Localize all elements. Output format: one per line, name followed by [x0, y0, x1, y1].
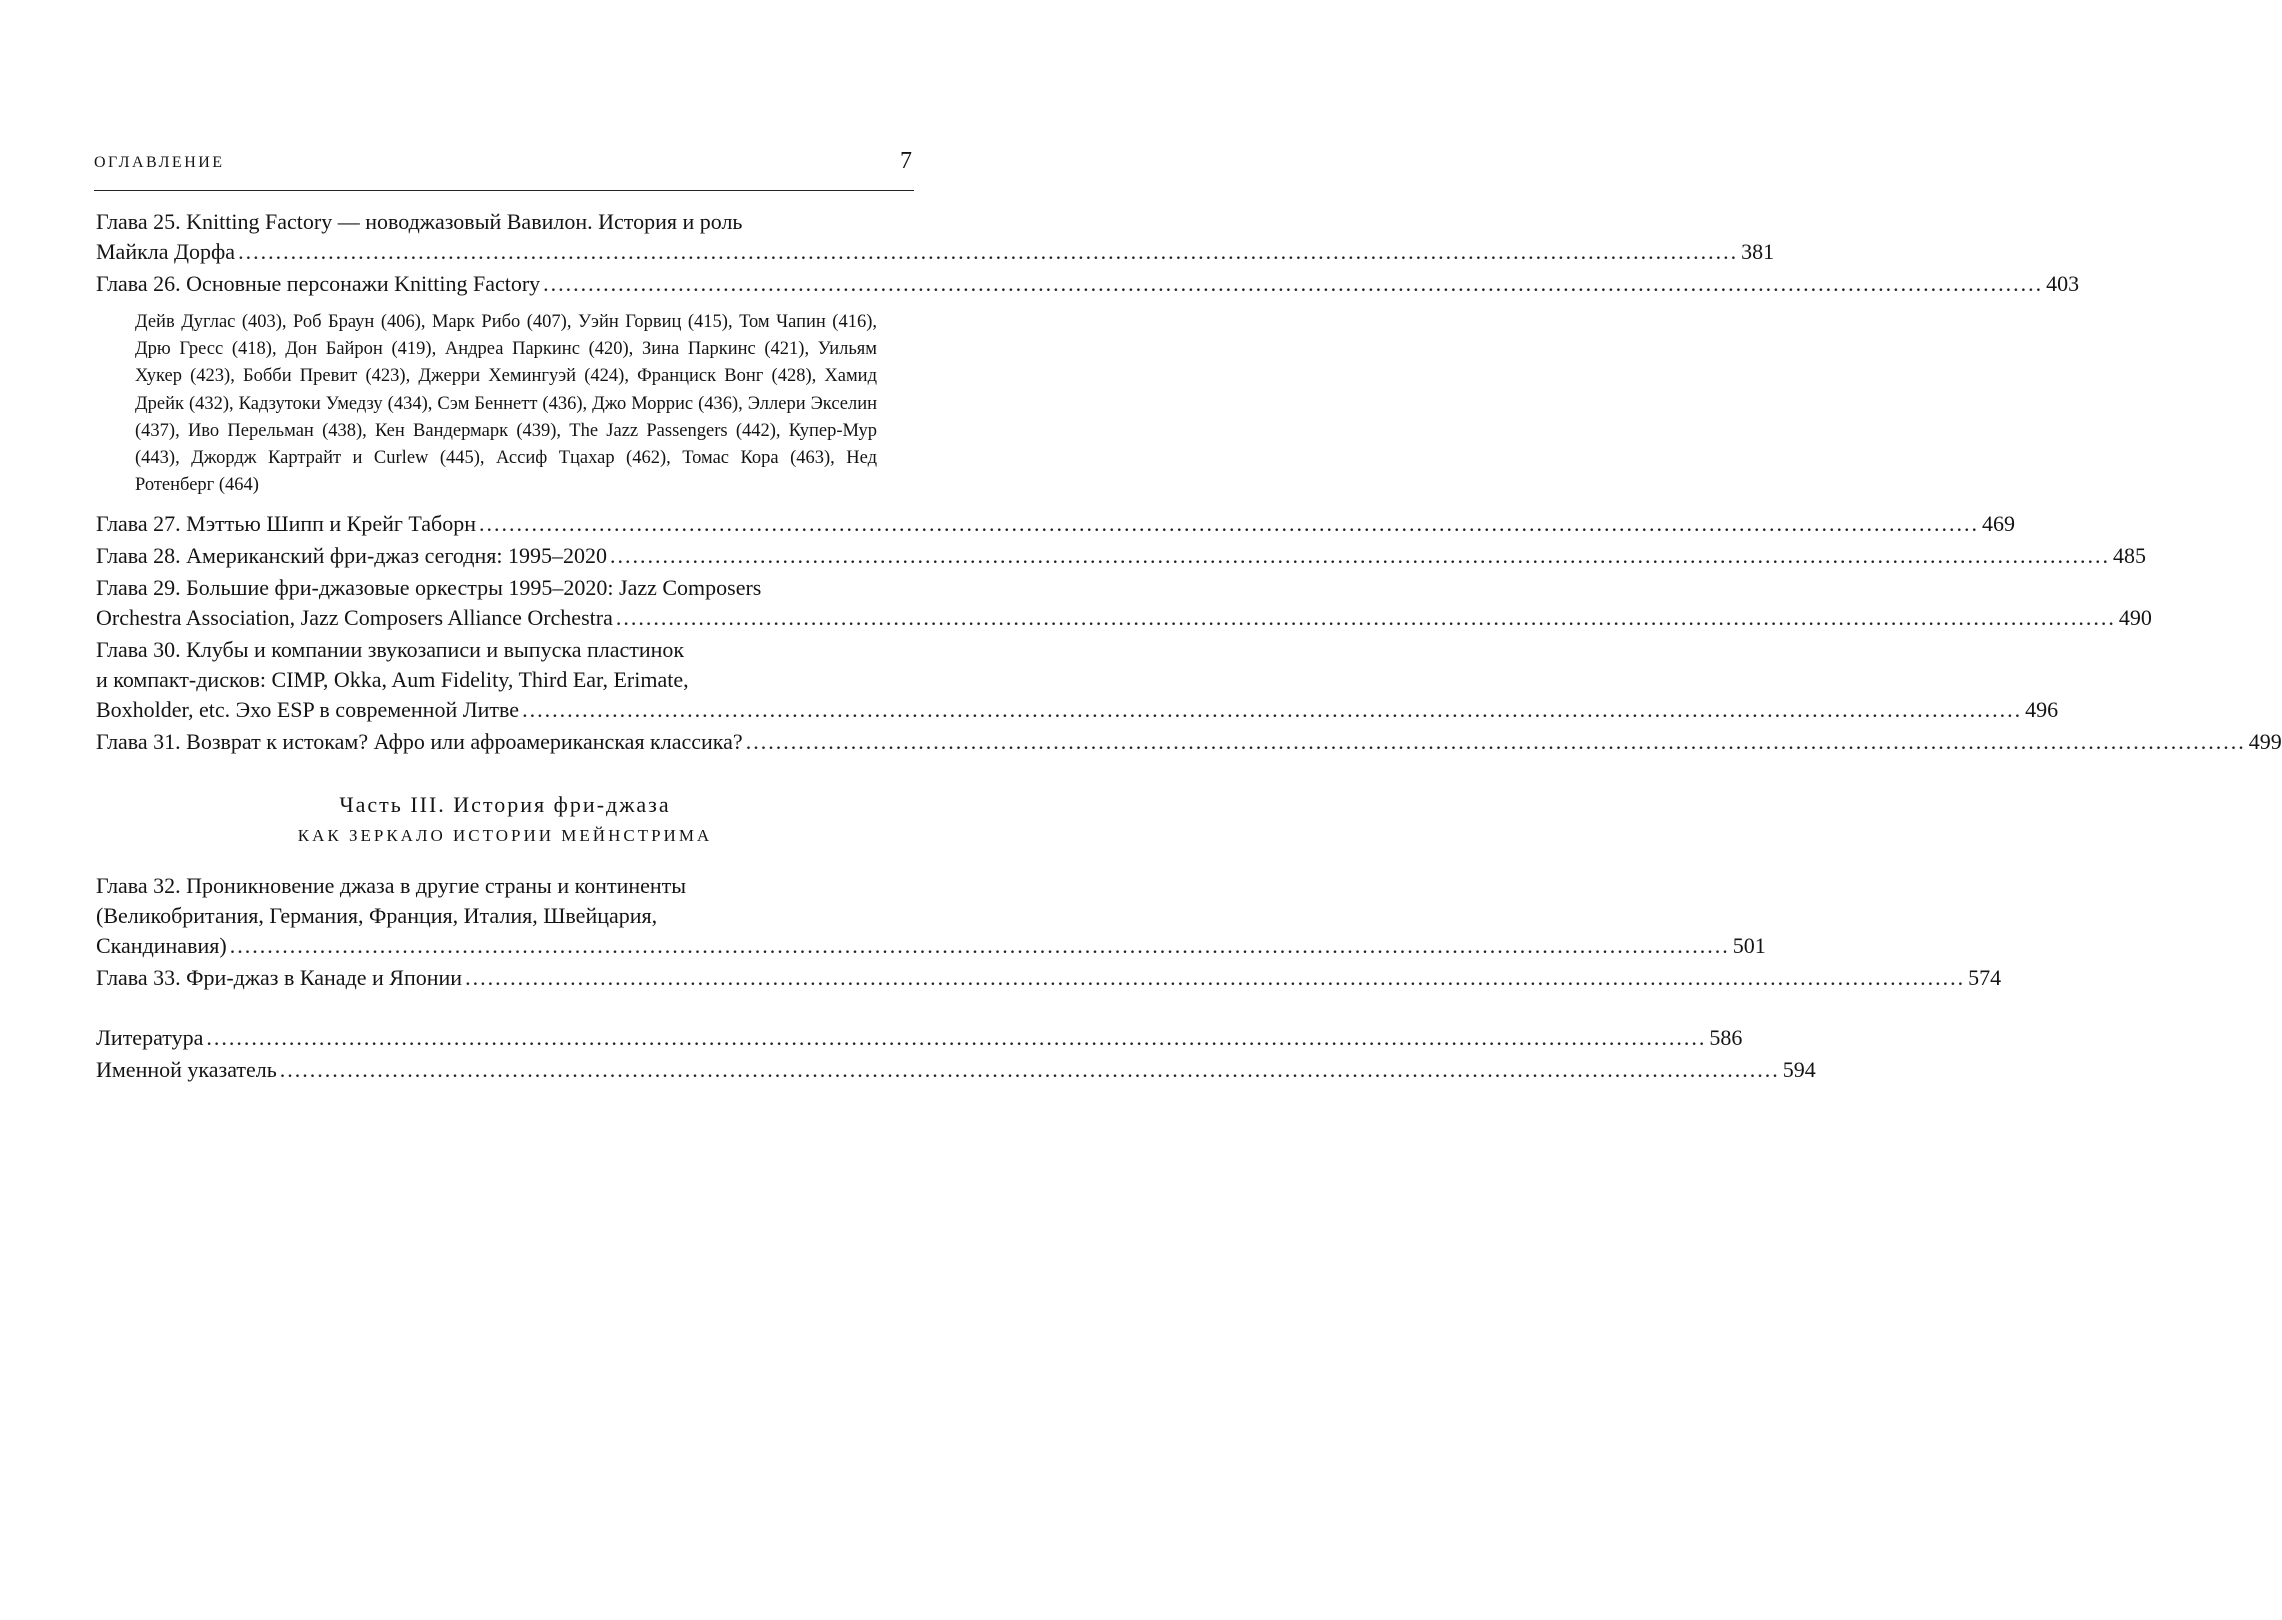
entry-title-line: Литература: [96, 1025, 204, 1051]
entry-title-line: Глава 30. Клубы и компании звукозаписи и выпуска пластинок: [96, 637, 685, 663]
dot-leader: ........................................................................................................................................................................................................: [543, 271, 2044, 296]
toc-entry-chapter-26[interactable]: [96, 269, 2080, 299]
entry-page-number: 469: [1982, 511, 2016, 537]
entry-page-number: 574: [1968, 965, 2002, 991]
part-3-title: Часть III. История фри-джаза: [339, 792, 671, 818]
toc-entry-chapter-27[interactable]: [96, 509, 2016, 539]
entry-title-line: Скандинавия): [96, 933, 227, 959]
toc-entry-chapter-30[interactable]: [96, 635, 2059, 725]
entry-title-line: Глава 25. Knitting Factory — новоджазовый Вавилон. История и роль: [96, 209, 743, 234]
dot-leader: ........................................................................................................................................................................................................: [465, 965, 1966, 991]
entry-page-number: 501: [1732, 933, 1766, 959]
entry-title-line: Глава 26. Основные персонажи Knitting Factory: [96, 271, 541, 296]
dot-leader: ........................................................................................................................................................................................................: [609, 543, 2110, 569]
table-of-contents: [96, 207, 2282, 1085]
toc-entry-chapter-31[interactable]: [96, 727, 2282, 757]
entry-title-line: Глава 31. Возврат к истокам? Афро или афроамериканская классика?: [96, 729, 743, 755]
dot-leader: ........................................................................................................................................................................................................: [238, 239, 1739, 264]
dot-leader: ........................................................................................................................................................................................................: [745, 729, 2246, 755]
entry-page-number: 499: [2248, 729, 2282, 755]
entry-title-line: и компакт-дисков: CIMP, Okka, Aum Fidelity, Third Ear, Erimate,: [96, 667, 689, 693]
section-spacer: [96, 993, 914, 1023]
entry-title-line: Именной указатель: [96, 1057, 277, 1083]
entry-title-line: Глава 28. Американский фри-джаз сегодня: 1995–2020: [96, 543, 607, 569]
running-title: ОГЛАВЛЕНИЕ: [94, 154, 225, 171]
page-number: 7: [900, 148, 912, 174]
entry-page-number: 403: [2046, 271, 2080, 296]
toc-entry-chapter-32[interactable]: [96, 871, 1766, 961]
running-head: [94, 150, 914, 191]
part-3-heading: [96, 789, 914, 851]
entry-page-number: 586: [1709, 1025, 1743, 1051]
dot-leader: ........................................................................................................................................................................................................: [206, 1025, 1707, 1051]
entry-title-line: Глава 29. Большие фри-джазовые оркестры 1995–2020: Jazz Composers: [96, 575, 762, 601]
toc-entry-chapter-33[interactable]: [96, 963, 2002, 993]
toc-entry-literature[interactable]: [96, 1023, 1743, 1053]
entry-page-number: 485: [2112, 543, 2146, 569]
entry-page-number: 490: [2118, 605, 2152, 631]
entry-title-line: Глава 27. Мэттью Шипп и Крейг Таборн: [96, 511, 477, 537]
dot-leader: ........................................................................................................................................................................................................: [229, 933, 1730, 959]
toc-entry-name-index[interactable]: [96, 1055, 1816, 1085]
entry-page-number: 381: [1741, 239, 1775, 264]
chapter-26-persons-list: Дейв Дуглас (403), Роб Браун (406), Марк Рибо (407), Уэйн Горвиц (415), Том Чапин (416), Дрю Гресс (418), Дон Байрон (419), Андреа Паркинс (420), Зина Паркинс (421), Уильям Хукер (423), Бобби Превит (423), Джерри Хемингуэй (424), Франциск Вонг (428), Хамид Дрейк (432), Кадзутоки Умедзу (434), Сэм Беннетт (436), Джо Моррис (436), Эллери Экселин (437), Иво Перельман (438), Кен Вандермарк (439), The Jazz Passengers (442), Купер-Мур (443), Джордж Картрайт и Curlew (445), Ассиф Тцахар (462), Томас Кора (463), Нед Ротенберг (464): [135, 312, 877, 496]
entry-title-line: Глава 33. Фри-джаз в Канаде и Японии: [96, 965, 463, 991]
dot-leader: ........................................................................................................................................................................................................: [279, 1057, 1780, 1083]
entry-title-line: Глава 32. Проникновение джаза в другие страны и континенты: [96, 873, 687, 899]
toc-entry-chapter-28[interactable]: [96, 541, 2146, 571]
toc-entry-chapter-25[interactable]: [96, 207, 1775, 267]
entry-page-number: 496: [2025, 697, 2059, 723]
entry-title-line: Orchestra Association, Jazz Composers Alliance Orchestra: [96, 605, 613, 631]
entry-page-number: 594: [1782, 1057, 1816, 1083]
dot-leader: ........................................................................................................................................................................................................: [522, 697, 2023, 723]
entry-title-line: Boxholder, etc. Эхо ESP в современной Литве: [96, 697, 520, 723]
dot-leader: ........................................................................................................................................................................................................: [479, 511, 1980, 537]
toc-entry-chapter-29[interactable]: [96, 573, 2152, 633]
entry-title-line: Майкла Дорфа: [96, 239, 236, 264]
entry-title-line: (Великобритания, Германия, Франция, Италия, Швейцария,: [96, 903, 658, 929]
dot-leader: ........................................................................................................................................................................................................: [615, 605, 2116, 631]
part-3-subtitle: КАК ЗЕРКАЛО ИСТОРИИ МЕЙНСТРИМА: [297, 826, 713, 846]
